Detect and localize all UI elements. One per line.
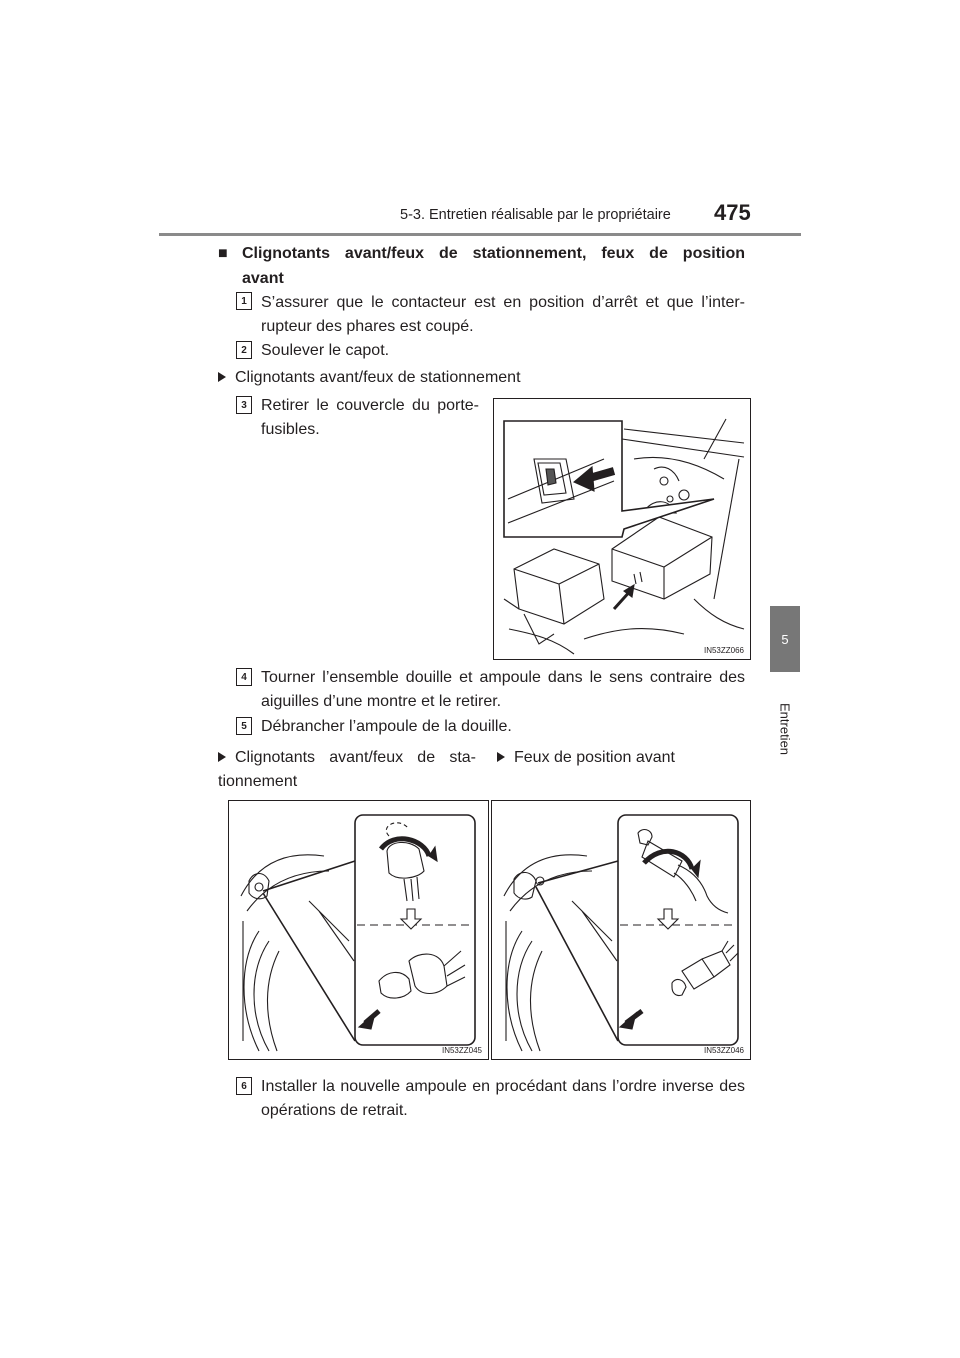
figure-code: IN53ZZ066 — [703, 646, 744, 655]
heading-line-2: avant — [242, 270, 284, 287]
step-text: Soulever le capot. — [261, 342, 390, 359]
step-text: Débrancher l’ampoule de la douille. — [261, 718, 512, 735]
step-number-badge: 5 — [236, 717, 252, 735]
subheading-label: Clignotants avant/feux de sta-tionnement — [218, 749, 476, 790]
subheading-turn-parking — [218, 366, 738, 390]
step-text: Retirer le couvercle du porte-fusibles. — [261, 397, 479, 438]
step-number-badge: 6 — [236, 1077, 252, 1095]
section-heading — [218, 241, 745, 291]
figure-code: IN53ZZ045 — [441, 1046, 482, 1055]
step-text: Installer la nouvelle ampoule en procédant dans l’ordre inverse des opérations de retrait. — [261, 1078, 745, 1119]
heading-bullet: ■ — [218, 245, 228, 262]
chapter-tab[interactable] — [770, 606, 800, 672]
chapter-label: Entretien — [777, 702, 793, 756]
header-divider — [159, 233, 801, 236]
arrow-bullet-icon — [497, 752, 505, 762]
step-number-badge: 2 — [236, 341, 252, 359]
step-text: S’assurer que le contacteur est en position d’arrêt et que l’inter-rupteur des phares est coupé. — [261, 294, 745, 335]
page-number: 475 — [714, 200, 751, 225]
arrow-bullet-icon — [218, 372, 226, 382]
subheading-turn-parking-column — [218, 746, 476, 794]
step-number-badge: 1 — [236, 292, 252, 310]
turn-signal-bulb-illustration — [228, 800, 489, 1060]
step-number-badge: 4 — [236, 668, 252, 686]
fuse-box-drawing — [494, 399, 750, 659]
chapter-number: 5 — [781, 631, 789, 647]
subheading-label: Clignotants avant/feux de stationnement — [235, 369, 521, 386]
arrow-bullet-icon — [218, 752, 226, 762]
position-bulb-drawing — [492, 801, 750, 1059]
front-position-bulb-illustration — [491, 800, 751, 1060]
heading-line-1: Clignotants avant/feux de stationnement, feux de position — [242, 245, 745, 262]
subheading-front-position — [497, 746, 747, 770]
step-number-badge: 3 — [236, 396, 252, 414]
fuse-box-cover-illustration — [493, 398, 751, 660]
section-breadcrumb: 5-3. Entretien réalisable par le propriétaire — [400, 207, 671, 223]
turn-bulb-drawing — [229, 801, 488, 1059]
figure-code: IN53ZZ046 — [703, 1046, 744, 1055]
step-text: Tourner l’ensemble douille et ampoule dans le sens contraire des aiguilles d’une montre et le retirer. — [261, 669, 745, 710]
subheading-label: Feux de position avant — [514, 749, 675, 766]
